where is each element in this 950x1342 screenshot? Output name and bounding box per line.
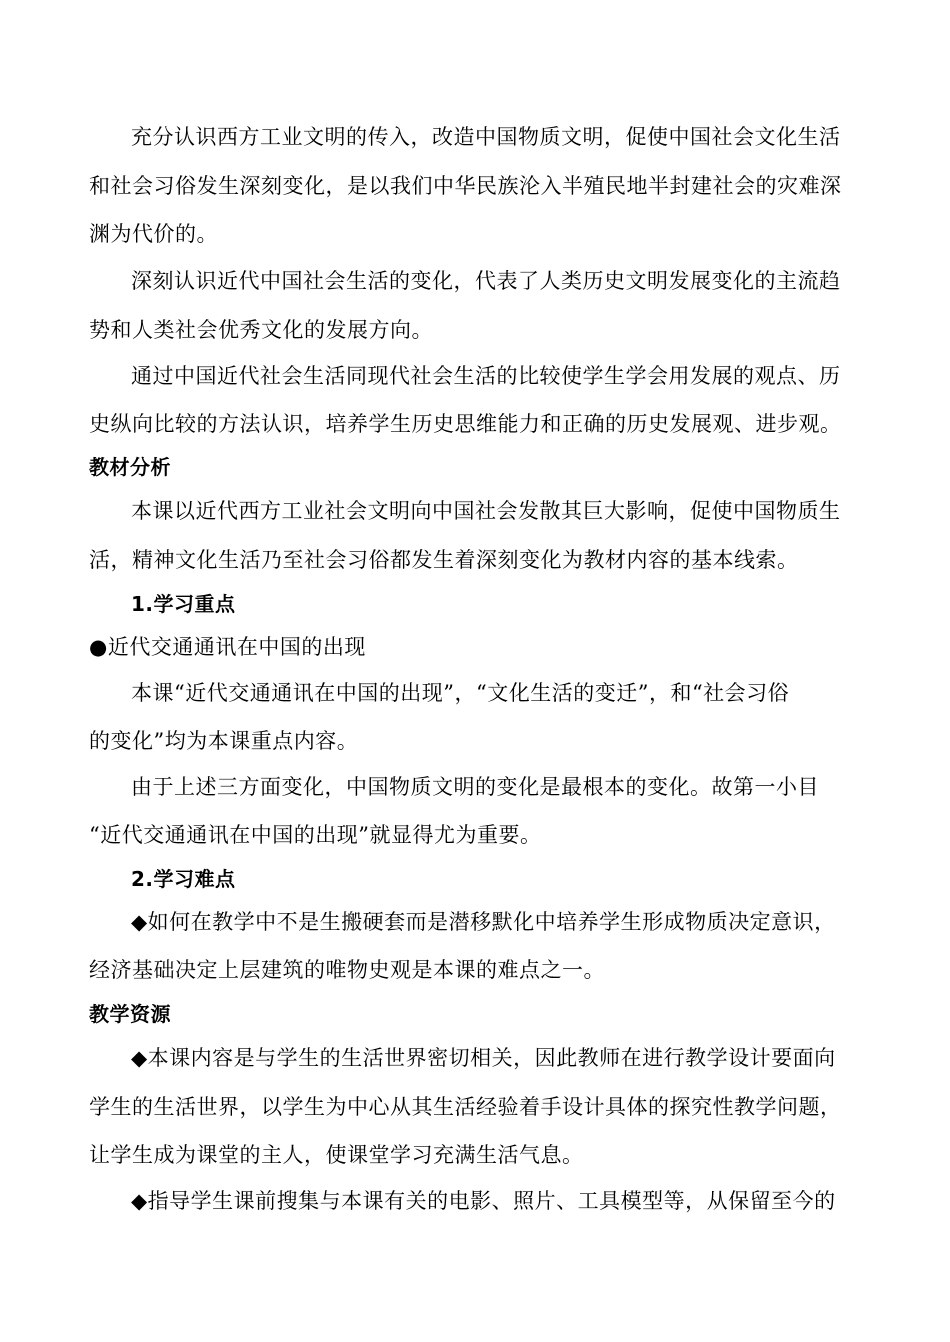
section-heading: 教学资源 [89,1002,171,1026]
subsection-heading: 2.学习难点 [131,867,236,891]
paragraph-line: 让学生成为课堂的主人，使课堂学习充满生活气息。 [89,1143,584,1167]
paragraph-line: 活，精神文化生活乃至社会习俗都发生着深刻变化为教材内容的基本线索。 [89,548,799,572]
paragraph-line: 的变化”均为本课重点内容。 [89,729,359,753]
paragraph-line: 本课以近代西方工业社会文明向中国社会发散其巨大影响，促使中国物质生 [131,499,841,523]
bullet-item: ◆指导学生课前搜集与本课有关的电影、照片、工具模型等，从保留至今的 [131,1189,836,1213]
paragraph-line: 史纵向比较的方法认识，培养学生历史思维能力和正确的历史发展观、进步观。 [89,412,842,436]
bullet-item: ◆本课内容是与学生的生活世界密切相关，因此教师在进行教学设计要面向 [131,1046,836,1070]
section-heading: 教材分析 [89,455,171,479]
bullet-item: ●近代交通通讯在中国的出现 [89,635,366,659]
paragraph-line: 充分认识西方工业文明的传入，改造中国物质文明，促使中国社会文化生活 [131,125,841,149]
paragraph-line: 学生的生活世界，以学生为中心从其生活经验着手设计具体的探究性教学问题， [89,1095,842,1119]
paragraph-line: 通过中国近代社会生活同现代社会生活的比较使学生学会用发展的观点、历 [131,364,841,388]
paragraph-line: 渊为代价的。 [89,222,218,246]
paragraph-line: 由于上述三方面变化，中国物质文明的变化是最根本的变化。故第一小目 [131,775,819,799]
paragraph-line: 势和人类社会优秀文化的发展方向。 [89,318,433,342]
paragraph-line: 深刻认识近代中国社会生活的变化，代表了人类历史文明发展变化的主流趋 [131,269,841,293]
paragraph-line: 和社会习俗发生深刻变化，是以我们中华民族沦入半殖民地半封建社会的灾难深 [89,174,842,198]
paragraph-line: “近代交通通讯在中国的出现”就显得尤为重要。 [89,823,542,847]
subsection-heading: 1.学习重点 [131,592,236,616]
bullet-item: ◆如何在教学中不是生搬硬套而是潜移默化中培养学生形成物质决定意识， [131,910,836,934]
paragraph-line: 经济基础决定上层建筑的唯物史观是本课的难点之一。 [89,958,605,982]
paragraph-line: 本课“近代交通通讯在中国的出现”，“文化生活的变迁”，和“社会习俗 [131,681,790,705]
